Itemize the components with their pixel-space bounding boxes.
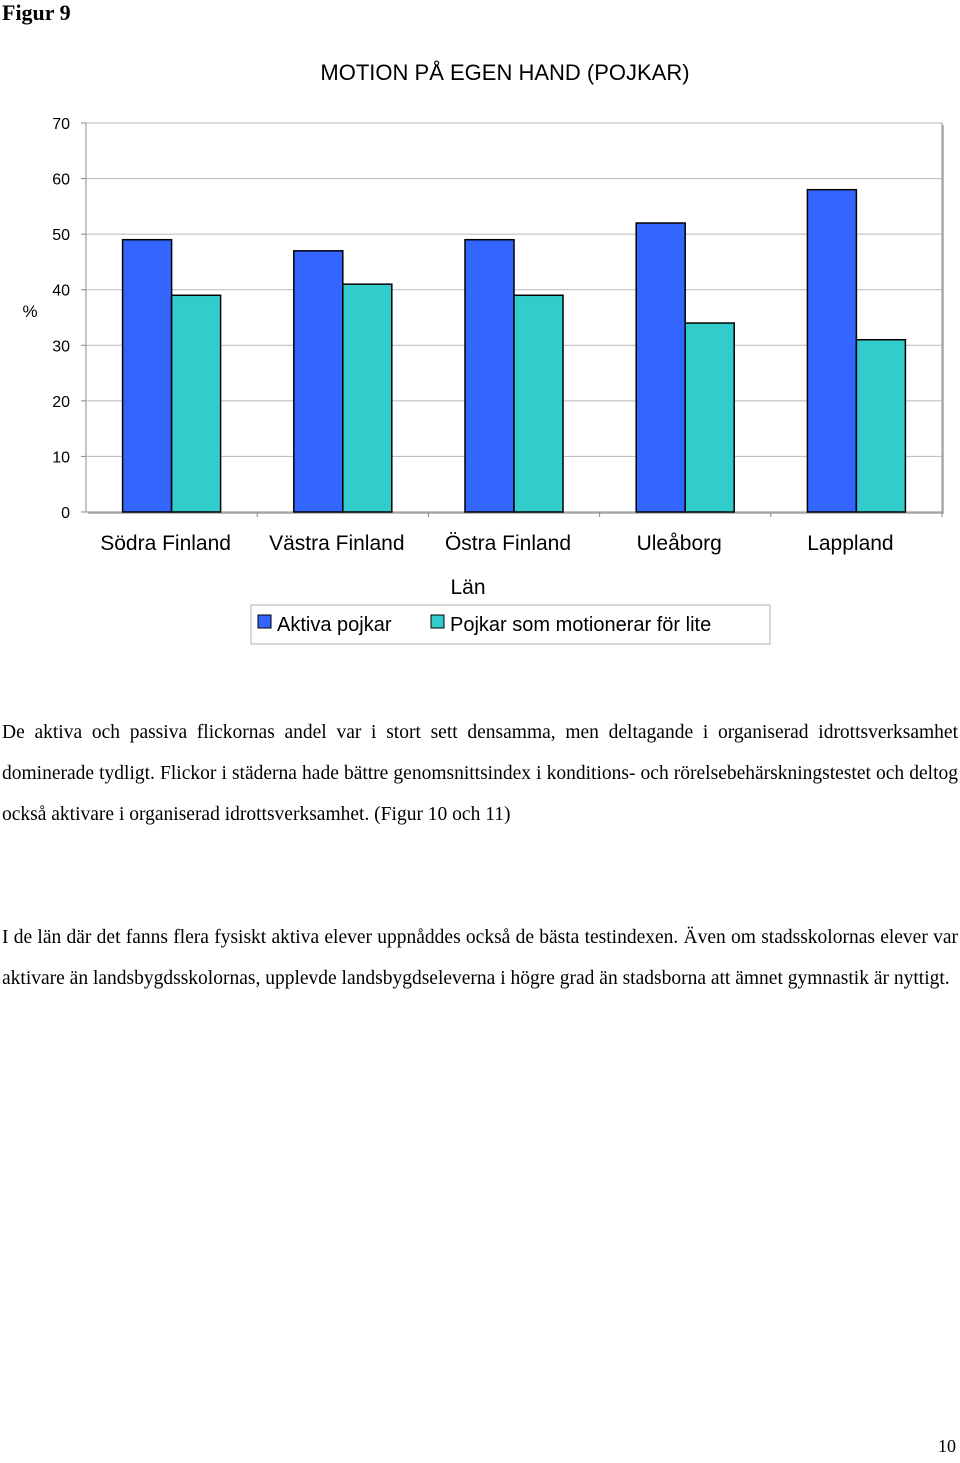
bar	[807, 190, 856, 512]
x-tick-label: Uleåborg	[636, 532, 722, 555]
page-number: 10	[938, 1436, 956, 1456]
figure-label: Figur 9	[2, 0, 71, 25]
bar	[685, 323, 734, 512]
y-tick-label: 70	[52, 116, 70, 133]
x-tick-label: Lappland	[807, 532, 894, 555]
x-tick-labels	[100, 512, 942, 555]
x-tick-label: Östra Finland	[444, 532, 572, 555]
y-tick-label: 50	[52, 227, 70, 245]
chart-title: MOTION PÅ EGEN HAND (POJKAR)	[320, 60, 690, 85]
legend	[251, 605, 770, 644]
x-tick-label: Södra Finland	[100, 532, 231, 555]
legend-label: Aktiva pojkar	[277, 614, 392, 636]
y-tick-label: 10	[52, 449, 70, 467]
bar	[123, 240, 172, 512]
paragraph-1: De aktiva och passiva flickornas andel var i stort sett densamma, men deltagande i organiserad idrottsverksamhet dominerade tydligt. Flickor i städerna hade bättre genomsnittsindex i konditions- och rörelsebehärskningstestet och deltog också aktivare i organiserad idrottsverksamhet. (Figur 10 och 11)	[2, 722, 958, 825]
legend-label: Pojkar som motionerar för lite	[450, 614, 712, 636]
y-tick-label: 60	[52, 171, 70, 189]
y-tick-labels	[52, 116, 86, 522]
bar	[465, 240, 514, 512]
x-axis-label: Län	[450, 576, 486, 599]
y-tick-label: 20	[52, 393, 70, 411]
bar	[636, 223, 685, 512]
bar-chart	[0, 40, 960, 660]
bar	[514, 295, 563, 512]
legend-swatch	[258, 615, 271, 628]
bar	[294, 251, 343, 512]
y-axis-label: %	[22, 302, 38, 321]
y-tick-label: 40	[52, 282, 70, 300]
legend-swatch	[431, 615, 444, 628]
bar	[172, 295, 221, 512]
paragraph-2: I de län där det fanns flera fysiskt aktiva elever uppnåddes också de bästa testindexen. Även om stadsskolornas elever var aktivare än landsbygdsskolornas, upplevde landsbygdseleverna i högre grad än stadsborna att ämnet gymnastik är nyttigt.	[2, 927, 958, 989]
y-tick-label: 30	[52, 338, 70, 356]
y-tick-label: 0	[61, 505, 70, 522]
bar	[343, 284, 392, 512]
x-tick-label: Västra Finland	[269, 532, 405, 555]
bar	[856, 340, 905, 512]
